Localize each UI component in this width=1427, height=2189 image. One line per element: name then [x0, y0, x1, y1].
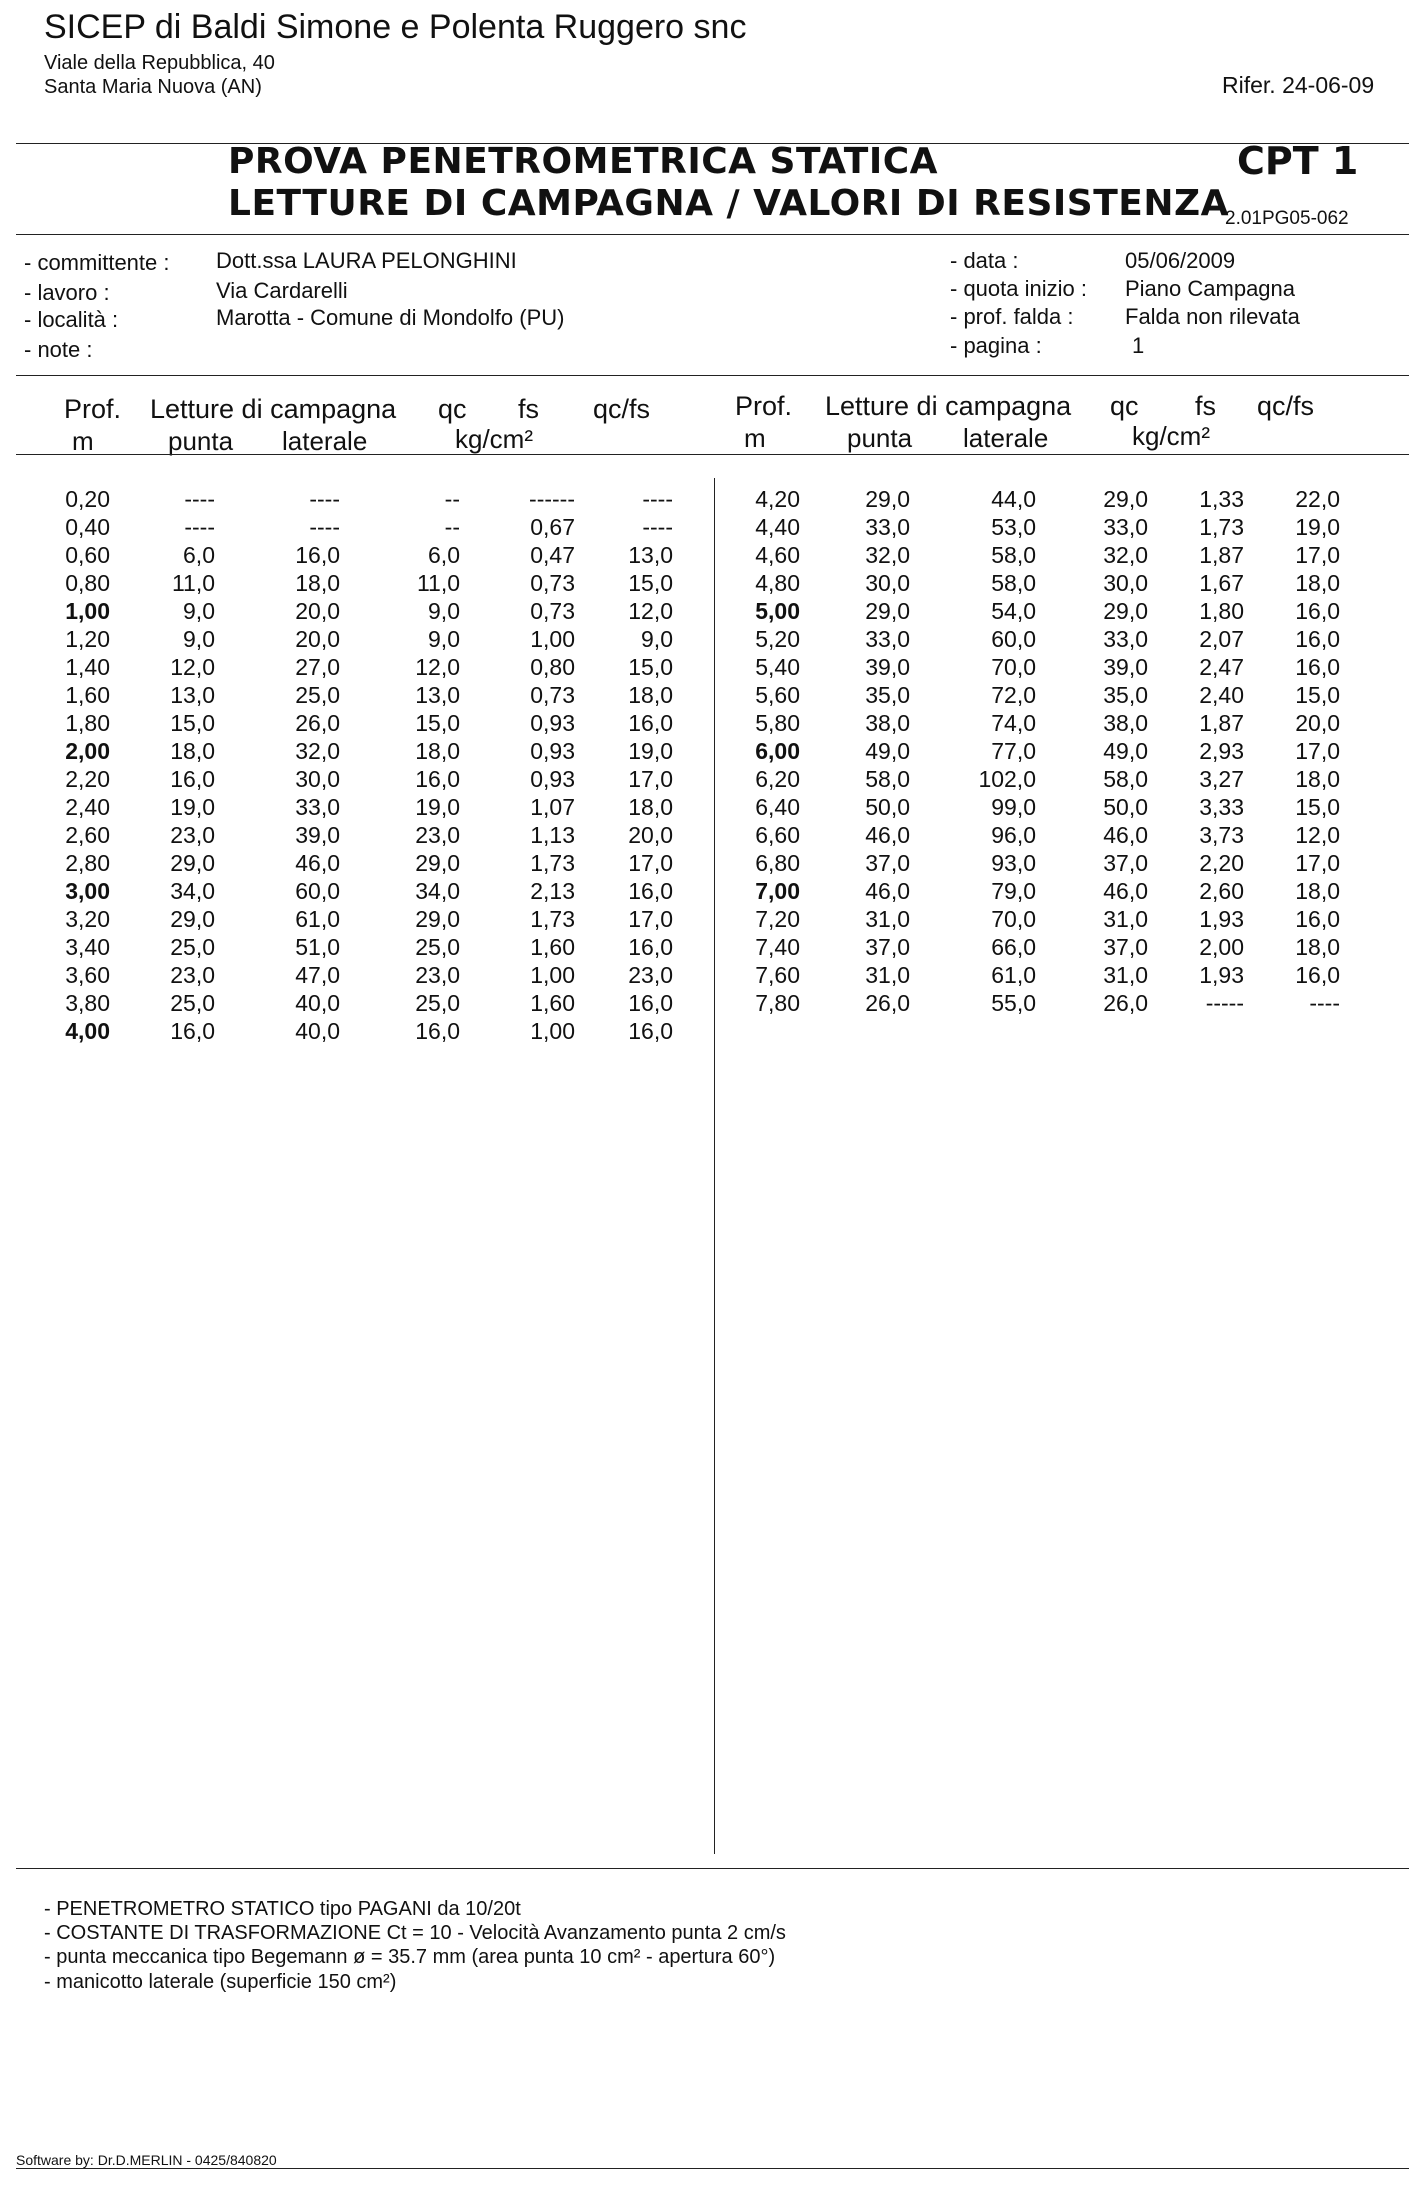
cell-qcfs: 22,0 [1295, 486, 1340, 512]
cell-qc: 39,0 [1103, 654, 1148, 680]
cell-qcfs: 19,0 [628, 738, 673, 764]
cell-qcfs: 16,0 [1295, 962, 1340, 988]
document-title: PROVA PENETROMETRICA STATICA [228, 141, 939, 182]
cell-punta: 46,0 [865, 822, 910, 848]
cell-fs: 1,73 [530, 850, 575, 876]
cell-laterale: 70,0 [991, 906, 1036, 932]
meta-value-lavoro: Via Cardarelli [216, 278, 348, 303]
cell-fs: 1,73 [530, 906, 575, 932]
cell-laterale: 60,0 [295, 878, 340, 904]
cell-qcfs: 17,0 [628, 766, 673, 792]
cell-punta: 58,0 [865, 766, 910, 792]
notes-divider [16, 1868, 1409, 1869]
cell-laterale: 96,0 [991, 822, 1036, 848]
cell-qcfs: 18,0 [1295, 766, 1340, 792]
cell-fs: 2,93 [1199, 738, 1244, 764]
cell-laterale: 61,0 [295, 906, 340, 932]
meta-label-lavoro: - lavoro : [24, 280, 110, 305]
header-laterale: laterale [282, 426, 368, 456]
cell-qc: 49,0 [1103, 738, 1148, 764]
cell-qc: 25,0 [415, 934, 460, 960]
header-m: m [744, 423, 766, 453]
cell-qcfs: 16,0 [628, 878, 673, 904]
cell-fs: 3,27 [1199, 766, 1244, 792]
cell-qc: 25,0 [415, 990, 460, 1016]
cell-qcfs: 23,0 [628, 962, 673, 988]
cell-depth: 5,80 [755, 710, 800, 736]
cell-punta: 34,0 [170, 878, 215, 904]
company-city: Santa Maria Nuova (AN) [44, 76, 262, 98]
cell-depth: 5,40 [755, 654, 800, 680]
cell-qcfs: 17,0 [1295, 542, 1340, 568]
cell-punta: 6,0 [183, 542, 215, 568]
header-qc: qc [438, 394, 467, 424]
software-credit: Software by: Dr.D.MERLIN - 0425/840820 [16, 2152, 277, 2168]
cell-laterale: 72,0 [991, 682, 1036, 708]
cell-depth: 2,40 [65, 794, 110, 820]
reference-number: Rifer. 24-06-09 [1222, 72, 1375, 98]
cell-punta: 31,0 [865, 906, 910, 932]
cell-laterale: 74,0 [991, 710, 1036, 736]
cell-punta: 33,0 [865, 514, 910, 540]
meta-label-committente: - committente : [24, 250, 170, 275]
meta-label-prof-falda: - prof. falda : [950, 304, 1074, 329]
cell-fs: 0,73 [530, 598, 575, 624]
cell-qc: 37,0 [1103, 934, 1148, 960]
cell-qcfs: 15,0 [628, 570, 673, 596]
meta-divider [16, 375, 1409, 376]
cell-punta: 25,0 [170, 990, 215, 1016]
header-prof: Prof. [735, 391, 793, 421]
cell-depth: 1,20 [65, 626, 110, 652]
cell-qc: 23,0 [415, 962, 460, 988]
cell-laterale: 61,0 [991, 962, 1036, 988]
cell-qcfs: 17,0 [1295, 850, 1340, 876]
cell-fs: 2,47 [1199, 654, 1244, 680]
cell-fs: 1,67 [1199, 570, 1244, 596]
meta-value-data: 05/06/2009 [1125, 248, 1236, 273]
cell-laterale: 70,0 [991, 654, 1036, 680]
cell-punta: ---- [184, 514, 215, 540]
cell-qcfs: 15,0 [628, 654, 673, 680]
cell-depth: 0,40 [65, 514, 110, 540]
meta-value-committente: Dott.ssa LAURA PELONGHINI [216, 248, 517, 273]
cell-depth: 7,00 [755, 878, 800, 904]
cell-qc: 18,0 [415, 738, 460, 764]
cell-laterale: 30,0 [295, 766, 340, 792]
cell-punta: 12,0 [170, 654, 215, 680]
cell-punta: 15,0 [170, 710, 215, 736]
cell-fs: 0,73 [530, 570, 575, 596]
cell-punta: 23,0 [170, 822, 215, 848]
meta-value-quota-inizio: Piano Campagna [1125, 276, 1296, 301]
cell-qcfs: 12,0 [1295, 822, 1340, 848]
cell-laterale: 55,0 [991, 990, 1036, 1016]
cell-depth: 3,80 [65, 990, 110, 1016]
cell-qc: 23,0 [415, 822, 460, 848]
cell-punta: 30,0 [865, 570, 910, 596]
cell-laterale: 40,0 [295, 1018, 340, 1044]
cell-depth: 7,40 [755, 934, 800, 960]
cell-fs: 1,80 [1199, 598, 1244, 624]
cell-punta: 38,0 [865, 710, 910, 736]
cell-laterale: 20,0 [295, 598, 340, 624]
cell-depth: 4,80 [755, 570, 800, 596]
cell-qcfs: 17,0 [628, 906, 673, 932]
cell-fs: 1,33 [1199, 486, 1244, 512]
cell-qc: 9,0 [428, 626, 460, 652]
cell-punta: 16,0 [170, 766, 215, 792]
cell-qc: 33,0 [1103, 626, 1148, 652]
cell-qc: 26,0 [1103, 990, 1148, 1016]
cell-fs: 1,87 [1199, 542, 1244, 568]
meta-label-quota-inizio: - quota inizio : [950, 276, 1087, 301]
cell-depth: 4,60 [755, 542, 800, 568]
cell-qc: 13,0 [415, 682, 460, 708]
header-letture: Letture di campagna [825, 391, 1072, 421]
cell-fs: 1,60 [530, 934, 575, 960]
cell-fs: 1,60 [530, 990, 575, 1016]
cell-qc: 50,0 [1103, 794, 1148, 820]
cell-qcfs: 13,0 [628, 542, 673, 568]
cell-qcfs: 18,0 [628, 682, 673, 708]
cell-fs: 0,47 [530, 542, 575, 568]
cell-laterale: ---- [309, 486, 340, 512]
cell-depth: 6,80 [755, 850, 800, 876]
column-header-divider [16, 454, 1409, 455]
cell-qc: 29,0 [1103, 486, 1148, 512]
cell-qc: 37,0 [1103, 850, 1148, 876]
cell-qc: 16,0 [415, 1018, 460, 1044]
cell-punta: 9,0 [183, 626, 215, 652]
cell-qcfs: 16,0 [628, 990, 673, 1016]
meta-value-prof-falda: Falda non rilevata [1125, 304, 1300, 329]
cell-qc: 31,0 [1103, 906, 1148, 932]
cell-punta: 50,0 [865, 794, 910, 820]
cell-laterale: 39,0 [295, 822, 340, 848]
meta-label-note: - note : [24, 337, 93, 362]
document-subtitle: LETTURE DI CAMPAGNA / VALORI DI RESISTENZA [228, 183, 1229, 224]
cell-fs: 1,00 [530, 962, 575, 988]
cell-laterale: 27,0 [295, 654, 340, 680]
cell-qc: 33,0 [1103, 514, 1148, 540]
cell-depth: 2,20 [65, 766, 110, 792]
cell-qcfs: 16,0 [1295, 906, 1340, 932]
meta-label-data: - data : [950, 248, 1019, 273]
cell-fs: 1,93 [1199, 906, 1244, 932]
cell-qcfs: 16,0 [628, 710, 673, 736]
cell-fs: 1,00 [530, 626, 575, 652]
title-divider [16, 234, 1409, 235]
cell-fs: ----- [1205, 990, 1244, 1016]
cell-punta: 37,0 [865, 934, 910, 960]
cell-qcfs: 17,0 [628, 850, 673, 876]
cell-punta: 29,0 [865, 598, 910, 624]
cell-fs: 0,73 [530, 682, 575, 708]
cell-qcfs: 15,0 [1295, 682, 1340, 708]
header-units: kg/cm² [1132, 421, 1210, 451]
cell-laterale: 18,0 [295, 570, 340, 596]
cell-laterale: 46,0 [295, 850, 340, 876]
cell-qc: 32,0 [1103, 542, 1148, 568]
cell-fs: 2,20 [1199, 850, 1244, 876]
note-line-punta: - punta meccanica tipo Begemann ø = 35.7 mm (area punta 10 cm² - apertura 60°) [44, 1946, 776, 1968]
cell-laterale: 16,0 [295, 542, 340, 568]
cell-punta: 25,0 [170, 934, 215, 960]
header-units: kg/cm² [455, 424, 533, 454]
cell-qcfs: 16,0 [628, 1018, 673, 1044]
cell-qc: 9,0 [428, 598, 460, 624]
cell-depth: 1,40 [65, 654, 110, 680]
cell-depth: 6,60 [755, 822, 800, 848]
cell-laterale: 66,0 [991, 934, 1036, 960]
cell-qcfs: ---- [642, 514, 673, 540]
cell-fs: 2,13 [530, 878, 575, 904]
cell-qcfs: 19,0 [1295, 514, 1340, 540]
cell-punta: 19,0 [170, 794, 215, 820]
cell-depth: 0,80 [65, 570, 110, 596]
cell-depth: 4,40 [755, 514, 800, 540]
cell-qc: 16,0 [415, 766, 460, 792]
cell-qcfs: 16,0 [1295, 598, 1340, 624]
cell-punta: 39,0 [865, 654, 910, 680]
cell-qcfs: 17,0 [1295, 738, 1340, 764]
note-line-penetrometro: - PENETROMETRO STATICO tipo PAGANI da 10/20t [44, 1898, 521, 1920]
cell-punta: 29,0 [865, 486, 910, 512]
header-qcfs: qc/fs [593, 394, 651, 424]
cell-fs: 0,93 [530, 710, 575, 736]
cell-laterale: 102,0 [978, 766, 1036, 792]
cell-laterale: 58,0 [991, 542, 1036, 568]
cell-laterale: ---- [309, 514, 340, 540]
cell-laterale: 77,0 [991, 738, 1036, 764]
cell-laterale: 79,0 [991, 878, 1036, 904]
cell-punta: 18,0 [170, 738, 215, 764]
cell-fs: 0,93 [530, 738, 575, 764]
cell-laterale: 32,0 [295, 738, 340, 764]
header-punta: punta [168, 426, 234, 456]
cell-fs: 0,80 [530, 654, 575, 680]
cell-qcfs: 16,0 [1295, 654, 1340, 680]
header-fs: fs [518, 394, 540, 424]
cell-punta: ---- [184, 486, 215, 512]
cell-qcfs: 16,0 [628, 934, 673, 960]
cell-depth: 3,00 [65, 878, 110, 904]
cell-qc: 34,0 [415, 878, 460, 904]
cell-depth: 6,20 [755, 766, 800, 792]
cell-qcfs: ---- [1309, 990, 1340, 1016]
header-fs: fs [1195, 391, 1217, 421]
test-code: 2.01PG05-062 [1225, 208, 1349, 229]
company-street: Viale della Repubblica, 40 [44, 52, 275, 74]
cell-depth: 7,20 [755, 906, 800, 932]
cell-fs: 0,67 [530, 514, 575, 540]
cell-depth: 2,60 [65, 822, 110, 848]
cell-depth: 0,20 [65, 486, 110, 512]
cell-fs: 2,60 [1199, 878, 1244, 904]
cell-qc: 30,0 [1103, 570, 1148, 596]
cell-qc: 29,0 [415, 906, 460, 932]
cell-depth: 4,20 [755, 486, 800, 512]
cell-fs: 1,07 [530, 794, 575, 820]
note-line-costante: - COSTANTE DI TRASFORMAZIONE Ct = 10 - Velocità Avanzamento punta 2 cm/s [44, 1922, 786, 1944]
cell-punta: 13,0 [170, 682, 215, 708]
header-laterale: laterale [963, 423, 1049, 453]
cell-depth: 1,00 [65, 598, 110, 624]
cell-laterale: 99,0 [991, 794, 1036, 820]
footer-divider [16, 2168, 1409, 2169]
company-name: SICEP di Baldi Simone e Polenta Ruggero snc [44, 8, 747, 46]
cell-depth: 2,80 [65, 850, 110, 876]
cell-fs: 2,40 [1199, 682, 1244, 708]
cell-laterale: 93,0 [991, 850, 1036, 876]
cell-punta: 29,0 [170, 850, 215, 876]
cell-fs: ------ [529, 486, 575, 512]
cell-punta: 9,0 [183, 598, 215, 624]
cell-punta: 32,0 [865, 542, 910, 568]
cell-depth: 3,40 [65, 934, 110, 960]
cell-qc: 58,0 [1103, 766, 1148, 792]
cell-qc: 35,0 [1103, 682, 1148, 708]
cell-fs: 1,73 [1199, 514, 1244, 540]
cell-depth: 5,20 [755, 626, 800, 652]
header-letture: Letture di campagna [150, 394, 397, 424]
meta-value-pagina: 1 [1132, 333, 1145, 358]
cell-depth: 4,00 [65, 1018, 110, 1044]
cell-laterale: 33,0 [295, 794, 340, 820]
cell-qc: 15,0 [415, 710, 460, 736]
cell-qc: 6,0 [428, 542, 460, 568]
cell-laterale: 54,0 [991, 598, 1036, 624]
cell-laterale: 44,0 [991, 486, 1036, 512]
cell-qcfs: 16,0 [1295, 626, 1340, 652]
cell-qcfs: 15,0 [1295, 794, 1340, 820]
cell-qcfs: 9,0 [641, 626, 673, 652]
header-prof: Prof. [64, 394, 122, 424]
cell-punta: 11,0 [171, 570, 215, 596]
cell-laterale: 47,0 [295, 962, 340, 988]
cell-laterale: 25,0 [295, 682, 340, 708]
cell-qcfs: 20,0 [628, 822, 673, 848]
cell-qcfs: 12,0 [628, 598, 673, 624]
cell-qcfs: 20,0 [1295, 710, 1340, 736]
cell-fs: 1,00 [530, 1018, 575, 1044]
cell-fs: 2,07 [1199, 626, 1244, 652]
cell-qc: 38,0 [1103, 710, 1148, 736]
cell-depth: 2,00 [65, 738, 110, 764]
cell-punta: 23,0 [170, 962, 215, 988]
header-punta: punta [847, 423, 913, 453]
cell-qc: 19,0 [415, 794, 460, 820]
cell-qc: 46,0 [1103, 822, 1148, 848]
cell-qc: -- [444, 514, 460, 540]
cell-punta: 33,0 [865, 626, 910, 652]
meta-label-pagina: - pagina : [950, 333, 1042, 358]
cell-qcfs: 18,0 [1295, 570, 1340, 596]
cell-fs: 3,33 [1199, 794, 1244, 820]
cell-depth: 0,60 [65, 542, 110, 568]
cell-laterale: 20,0 [295, 626, 340, 652]
cell-depth: 7,60 [755, 962, 800, 988]
header-m: m [72, 426, 94, 456]
cell-punta: 46,0 [865, 878, 910, 904]
cell-qc: 29,0 [1103, 598, 1148, 624]
cell-laterale: 53,0 [991, 514, 1036, 540]
cell-depth: 1,80 [65, 710, 110, 736]
cell-qc: 46,0 [1103, 878, 1148, 904]
cell-punta: 29,0 [170, 906, 215, 932]
cell-qc: 12,0 [415, 654, 460, 680]
cell-depth: 6,40 [755, 794, 800, 820]
test-id: CPT 1 [1237, 139, 1359, 183]
cell-qc: 31,0 [1103, 962, 1148, 988]
cell-depth: 7,80 [755, 990, 800, 1016]
cell-fs: 3,73 [1199, 822, 1244, 848]
header-qc: qc [1110, 391, 1139, 421]
cell-fs: 1,87 [1199, 710, 1244, 736]
cell-punta: 35,0 [865, 682, 910, 708]
cell-qc: -- [444, 486, 460, 512]
cell-depth: 3,60 [65, 962, 110, 988]
cell-depth: 1,60 [65, 682, 110, 708]
cell-laterale: 60,0 [991, 626, 1036, 652]
cell-depth: 6,00 [755, 738, 800, 764]
cell-punta: 31,0 [865, 962, 910, 988]
note-line-manicotto: - manicotto laterale (superficie 150 cm²) [44, 1971, 397, 1993]
cell-laterale: 58,0 [991, 570, 1036, 596]
cell-qcfs: 18,0 [628, 794, 673, 820]
cell-fs: 0,93 [530, 766, 575, 792]
cell-punta: 16,0 [170, 1018, 215, 1044]
cell-depth: 3,20 [65, 906, 110, 932]
header-qcfs: qc/fs [1257, 391, 1315, 421]
cell-laterale: 51,0 [295, 934, 340, 960]
cell-fs: 1,13 [530, 822, 575, 848]
cell-punta: 37,0 [865, 850, 910, 876]
cell-qc: 29,0 [415, 850, 460, 876]
meta-label-localita: - località : [24, 307, 119, 332]
cell-laterale: 26,0 [295, 710, 340, 736]
cell-punta: 26,0 [865, 990, 910, 1016]
cell-fs: 1,93 [1199, 962, 1244, 988]
cell-punta: 49,0 [865, 738, 910, 764]
cell-qcfs: ---- [642, 486, 673, 512]
cell-qc: 11,0 [416, 570, 460, 596]
cell-depth: 5,60 [755, 682, 800, 708]
cell-depth: 5,00 [755, 598, 800, 624]
cell-qcfs: 18,0 [1295, 878, 1340, 904]
cell-fs: 2,00 [1199, 934, 1244, 960]
meta-value-localita: Marotta - Comune di Mondolfo (PU) [216, 305, 565, 330]
cell-laterale: 40,0 [295, 990, 340, 1016]
cell-qcfs: 18,0 [1295, 934, 1340, 960]
